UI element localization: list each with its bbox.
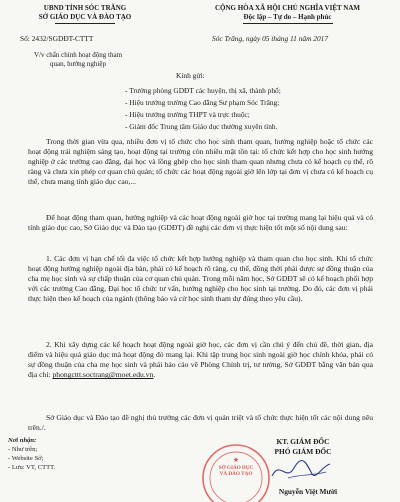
addressee-heading: Kính gửi: [176, 71, 205, 80]
signer-authority: KT. GIÁM ĐỐC [276, 437, 330, 446]
signer-name: Nguyễn Việt Mười [278, 487, 338, 496]
paragraph-item-2-text: 2. Khi xây dựng các kế hoạch hoạt động ngoài giờ học, các đơn vị cần chú ý đến chủ đề, thời gian, địa điểm và hiệu quả giáo dục mà hoạt động đó mang lại. Khi tập trung học sinh ngoài giờ học chính khóa, phải có sự đồng thuận của cha mẹ học sinh và phải báo cáo về Phòng Chính trị, tư tưởng, Sở GDĐT bằng văn bản qua địa chỉ: [28, 340, 373, 380]
document-number: Số: 2432/SGDĐT-CTTT [20, 34, 94, 43]
addressee-item: - Giám đốc Trung tâm Giáo dục thường xuyên tỉnh. [125, 122, 278, 131]
recipient-item: - Như trên; [8, 446, 38, 453]
paragraph-item-2 [28, 340, 373, 380]
agency-underline [55, 23, 115, 24]
agency-parent: UBND TỈNH SÓC TRĂNG [43, 4, 127, 12]
seal-inscription: SỞ GIÁO DỤC VÀ ĐÀO TẠO [218, 465, 254, 477]
paragraph-context: Trong thời gian vừa qua, nhiều đơn vị tổ chức cho học sinh tham quan, hướng nghiệp hoặc tổ chức các hoạt động trải nghiệm sáng tạo, hoạt động tại trường còn nhiều mặt tồn tại: tổ chức kết hợp cho học sinh hướng nghiệp ở các trường cao đẳng, đại học và lồng ghép cho học sinh tham quan nhưng chưa có kế hoạch cụ thể, rõ ràng và chưa xin phép cơ quan chủ quản; tổ chức các hoạt động ngoài giờ lên lớp tại đơn vị chưa có kế hoạch cụ thể, chưa mang tính giáo dục cao,... [28, 137, 373, 187]
paragraph-item-2-end: . [153, 370, 156, 380]
recipients-heading: Nơi nhận: [8, 437, 37, 444]
paragraph-request: Để hoạt động tham quan, hướng nghiệp và các hoạt động ngoài giờ học tại trường mang lại hiệu quả và có tính giáo dục cao, Sở Giáo dục và Đào tạo (GDĐT) đề nghị các đơn vị thực hiện tốt một số nội dung sau: [28, 213, 373, 233]
addressee-item: - Hiệu trưởng trường THPT và trực thuộc; [125, 110, 250, 119]
paragraph-item-1: 1. Các đơn vị hạn chế tối đa việc tổ chức kết hợp hướng nghiệp và tham quan cho học sinh. Khi tổ chức hoạt động hướng nghiệp ngoài địa bàn, phải có kế hoạch rõ ràng, cụ thể, đồng thời phải được sự đồng thuận của cha mẹ học sinh và sự chấp thuận của cơ quan chủ quản. Trong mỗi năm học, Sở GDĐT sẽ có kế hoạch phối hợp với các trường Cao đẳng, Đại học tổ chức tư vấn, hướng nghiệp cho học sinh tại trường. Do đó, các đơn vị phải thực hiện theo kế hoạch của ngành (thông báo và cử học sinh tham dự đúng theo yêu cầu). [28, 254, 373, 304]
recipient-item: - Website Sở; [8, 455, 44, 462]
contact-email-link[interactable]: phongcttt.soctrang@moet.edu.vn [52, 370, 154, 380]
signer-title: PHÓ GIÁM ĐỐC [274, 447, 332, 456]
handwritten-signature [268, 456, 338, 486]
subject-line-1: V/v chấn chỉnh hoạt động tham [33, 51, 123, 59]
agency-name: SỞ GIÁO DỤC VÀ ĐÀO TẠO [38, 13, 132, 21]
addressee-item: - Hiệu trưởng trường Cao đẳng Sư phạm Sóc Trăng; [125, 98, 280, 107]
place-date: Sóc Trăng, ngày 05 tháng 11 năm 2017 [212, 34, 329, 43]
national-title: CỘNG HÒA XÃ HỘI CHỦ NGHĨA VIỆT NAM [214, 4, 360, 12]
paragraph-closing: Sở Giáo dục và Đào tạo đề nghị thủ trưởng các đơn vị quán triệt và tổ chức thực hiện tốt các nội dung nêu trên./. [28, 413, 373, 433]
addressee-item: - Trưởng phòng GDĐT các huyện, thị xã, thành phố; [125, 86, 281, 95]
seal-star: ★ [232, 456, 240, 464]
recipient-item: - Lưu: VT, CTTT. [8, 464, 56, 471]
national-motto: Độc lập – Tự do – Hạnh phúc [243, 13, 332, 21]
subject-line-2: quan, hướng nghiệp [50, 60, 106, 68]
motto-underline [243, 23, 333, 24]
